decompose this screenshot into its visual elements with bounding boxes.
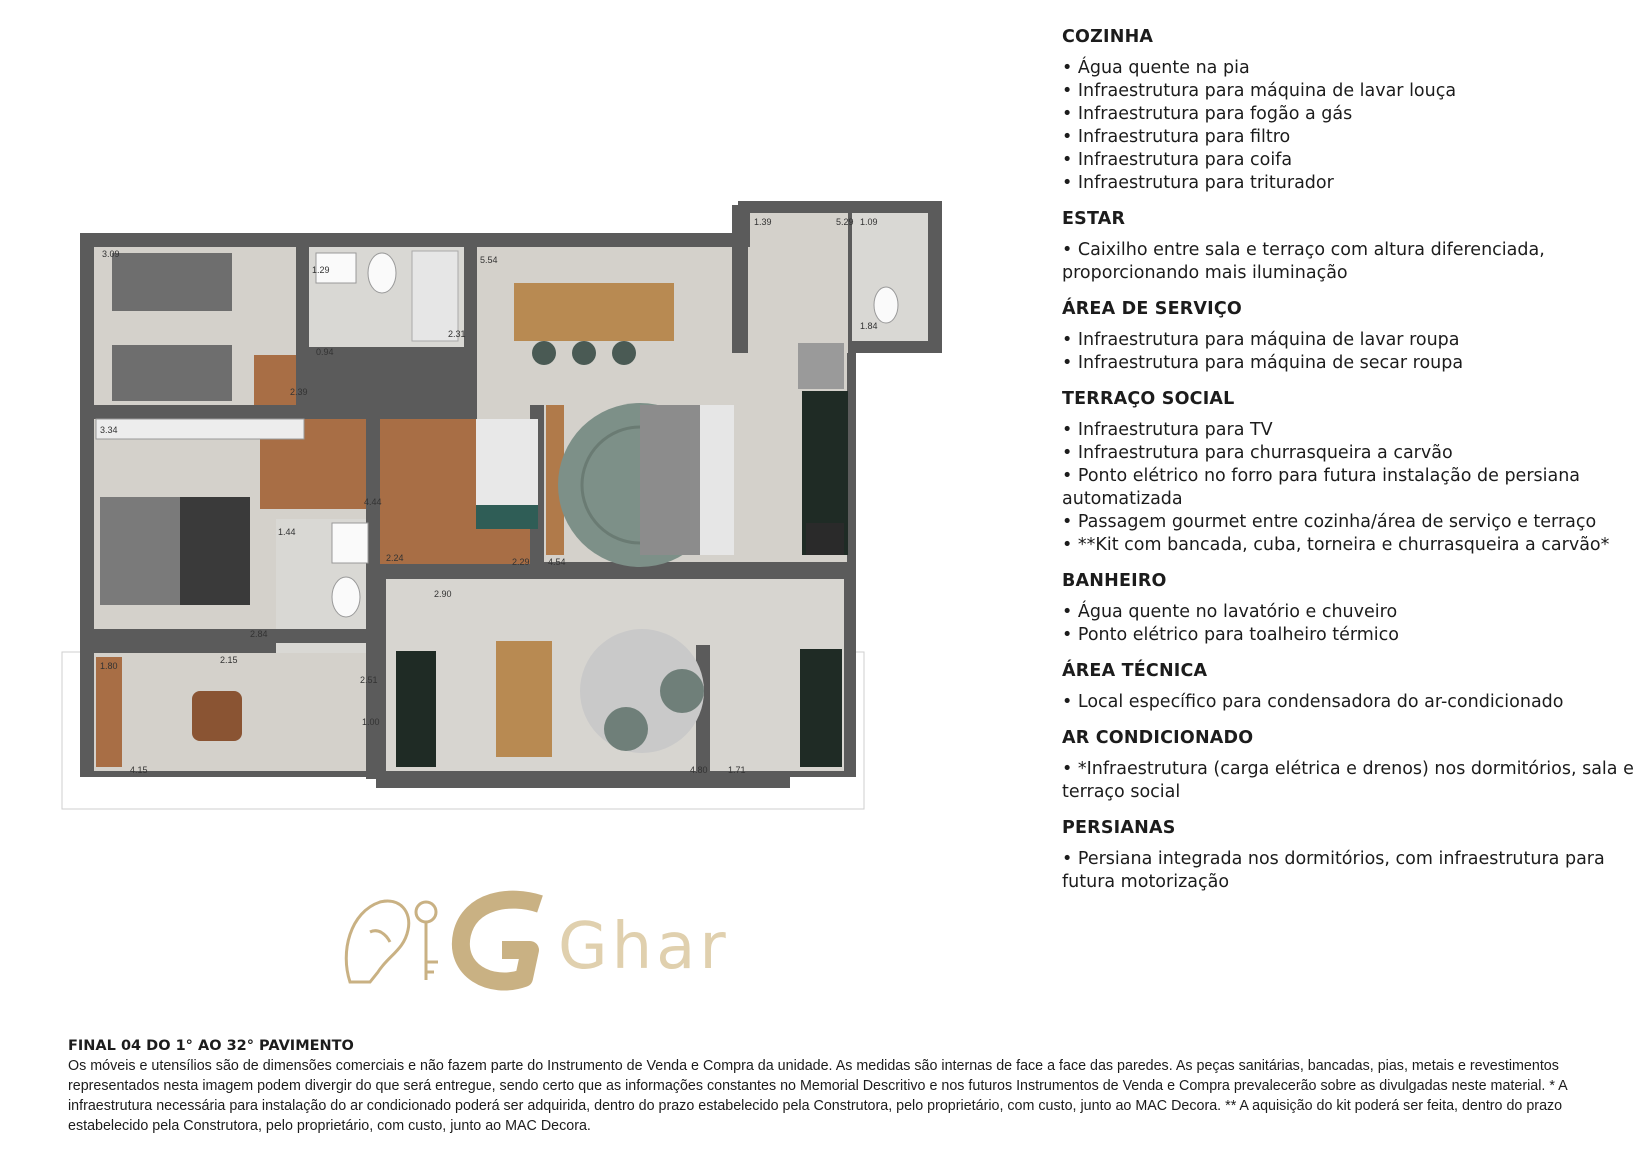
dimension-label: 2.51 — [360, 675, 378, 685]
spec-item: • Local específico para condensadora do ar-condicionado — [1062, 692, 1564, 712]
spec-item: • Infraestrutura para coifa — [1062, 150, 1293, 170]
spec-section — [1062, 727, 1642, 804]
dimension-label: 0.94 — [316, 347, 334, 357]
spec-item: • Passagem gourmet entre cozinha/área de serviço e terraço — [1062, 512, 1597, 532]
bed-1 — [112, 253, 232, 311]
spec-item: • Ponto elétrico no forro para futura instalação de persiana automatizada — [1062, 466, 1581, 509]
ghar-logo — [330, 872, 730, 992]
key-icon — [426, 922, 438, 980]
dimension-label: 4.54 — [548, 557, 566, 567]
spec-item: • Infraestrutura para máquina de lavar roupa — [1062, 330, 1460, 350]
terrace-armchair — [604, 707, 648, 751]
toilet-1 — [368, 253, 396, 293]
wall — [464, 241, 477, 351]
dimension-label: 1.39 — [754, 217, 772, 227]
kitchen-top-floor — [750, 213, 848, 353]
toilet-2 — [332, 577, 360, 617]
dimension-label: 1.09 — [860, 217, 878, 227]
dimension-label: 2.31 — [448, 329, 466, 339]
spec-section — [1062, 660, 1642, 714]
bed-2 — [112, 345, 232, 401]
spec-section-title: ESTAR — [1062, 209, 1126, 229]
dining-chair — [612, 341, 636, 365]
wall — [380, 564, 850, 578]
wall — [80, 405, 380, 419]
spec-item: • *Infraestrutura (carga elétrica e drenos) nos dormitórios, sala e terraço social — [1062, 759, 1634, 802]
desk — [96, 657, 122, 767]
spec-item: • Caixilho entre sala e terraço com altura diferenciada, proporcionando mais iluminação — [1062, 240, 1545, 283]
dimension-label: 5.29 — [836, 217, 854, 227]
dimension-label: 1.71 — [728, 765, 746, 775]
spec-item: • Água quente na pia — [1062, 58, 1250, 78]
dimension-label: 2.90 — [434, 589, 452, 599]
floor-info-title: FINAL 04 DO 1° AO 32° PAVIMENTO — [68, 1038, 354, 1054]
spec-section — [1062, 208, 1642, 285]
footer — [68, 1036, 1640, 1136]
master-bed-sheet — [180, 497, 250, 605]
spec-item: • Infraestrutura para máquina de lavar louça — [1062, 81, 1457, 101]
dimension-label: 2.24 — [386, 553, 404, 563]
dimension-label: 5.54 — [480, 255, 498, 265]
spec-item: • Água quente no lavatório e chuveiro — [1062, 602, 1398, 622]
spec-item: • Infraestrutura para máquina de secar roupa — [1062, 353, 1464, 373]
grill-counter — [396, 651, 436, 767]
fridge — [798, 343, 844, 389]
dimension-label: 1.00 — [362, 717, 380, 727]
lion-icon — [346, 901, 409, 982]
wardrobe-1 — [96, 419, 304, 439]
dimension-label: 2.15 — [220, 655, 238, 665]
wall — [296, 241, 309, 411]
spec-section — [1062, 817, 1642, 894]
shower-1 — [412, 251, 458, 341]
spec-section — [1062, 570, 1642, 647]
spec-item: • Infraestrutura para TV — [1062, 420, 1273, 440]
spec-item: • Persiana integrada nos dormitórios, com infraestrutura para futura motorização — [1062, 849, 1605, 892]
dimension-label: 1.29 — [312, 265, 330, 275]
spec-item: • **Kit com bancada, cuba, torneira e churrasqueira a carvão* — [1062, 535, 1610, 555]
spec-section — [1062, 298, 1642, 375]
spec-section-title: BANHEIRO — [1062, 571, 1167, 591]
stove — [806, 523, 844, 555]
specifications-list — [1062, 26, 1642, 907]
spec-section-title: PERSIANAS — [1062, 818, 1176, 838]
dimension-label: 3.34 — [100, 425, 118, 435]
spec-item: • Infraestrutura para triturador — [1062, 173, 1334, 193]
floor-plan — [60, 205, 920, 865]
dimension-label: 1.80 — [100, 661, 118, 671]
island — [700, 405, 734, 555]
dimension-label: 1.84 — [860, 321, 878, 331]
dimension-label: 1.44 — [278, 527, 296, 537]
spec-section — [1062, 388, 1642, 557]
spec-section-title: TERRAÇO SOCIAL — [1062, 389, 1235, 409]
dining-table — [514, 283, 674, 341]
wall — [80, 629, 372, 643]
spec-section-title: ÁREA DE SERVIÇO — [1062, 299, 1242, 319]
bed-3-cover — [476, 505, 538, 529]
office-chair — [192, 691, 242, 741]
spec-section-title: COZINHA — [1062, 27, 1154, 47]
dimension-label: 4.15 — [130, 765, 148, 775]
dimension-label: 4.44 — [364, 497, 382, 507]
dimension-label: 2.39 — [290, 387, 308, 397]
dining-chair — [532, 341, 556, 365]
sink-2 — [332, 523, 368, 563]
toilet-3 — [874, 287, 898, 323]
dimension-label: 4.80 — [690, 765, 708, 775]
spec-section-title: AR CONDICIONADO — [1062, 728, 1254, 748]
spec-section — [1062, 26, 1642, 195]
spec-section-title: ÁREA TÉCNICA — [1062, 661, 1208, 681]
terrace-table — [496, 641, 552, 757]
dining-chair — [572, 341, 596, 365]
sofa — [640, 405, 700, 555]
disclaimer-text: Os móveis e utensílios são de dimensões comerciais e não fazem parte do Instrumento de Venda e Compra da unidade. As medidas são internas de face a face das paredes. As peças sanitárias, bancadas, pias, metais e revestimentos representados nesta imagem podem divergir do que será entregue, sendo certo que as informações constantes no Memorial Descritivo e nos futuros Instrumentos de Venda e Compra prevalecerão sobre as divulgadas neste material. * A infraestrutura necessária para instalação do ar condicionado poderá ser adquirida, dentro do prazo estabelecido pela Construtora, pelo proprietário, com custo, junto ao MAC Decora. ** A aquisição do kit poderá ser feita, dentro do prazo estabelecido pela Construtora, pelo proprietário, com custo, junto ao MAC Decora. — [68, 1058, 1567, 1134]
dimension-label: 2.29 — [512, 557, 530, 567]
wall — [732, 205, 748, 353]
logo-wordmark: Ghar — [558, 910, 730, 984]
logo-g-letter — [461, 900, 540, 982]
spec-item: • Infraestrutura para filtro — [1062, 127, 1291, 147]
dimension-label: 3.09 — [102, 249, 120, 259]
dimension-label: 2.84 — [250, 629, 268, 639]
spec-item: • Ponto elétrico para toalheiro térmico — [1062, 625, 1399, 645]
bedroom-1-wood — [254, 355, 296, 405]
service-counter — [800, 649, 842, 767]
spec-item: • Infraestrutura para churrasqueira a carvão — [1062, 443, 1453, 463]
spec-item: • Infraestrutura para fogão a gás — [1062, 104, 1353, 124]
terrace-armchair — [660, 669, 704, 713]
